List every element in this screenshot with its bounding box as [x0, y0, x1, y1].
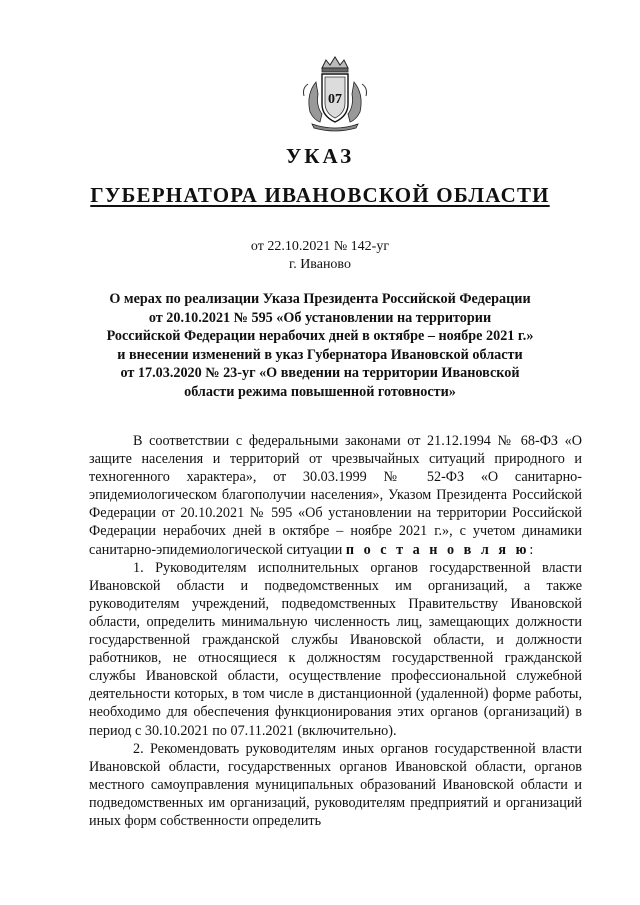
subject-line: О мерах по реализации Указа Президента Российской Федерации: [109, 291, 531, 307]
preamble-text: В соответствии с федеральными законами от 21.12.1994 № 68-ФЗ «О защите населения и территорий от чрезвычайных ситуаций природного и техногенного характера», от 30.03.1999 № 52-ФЗ «О санитарно-эпидемиологическом благополучии населения», Указом Президента Российской Федерации от 20.10.2021 № 595 «Об установлении на территории Российской Федерации нерабочих дней в октябре – ноябре 2021 г.», с учетом динамики санитарно-эпидемиологической ситуации: [89, 433, 582, 558]
issuer-title: [0, 183, 640, 208]
decree-subject: [95, 290, 545, 401]
subject-line: Российской Федерации нерабочих дней в октябре – ноябре 2021 г.»: [106, 328, 534, 344]
preamble-paragraph: [89, 432, 582, 559]
item-1-paragraph: 1. Руководителям исполнительных органов государственной власти Ивановской области и подведомственных им организаций, а также руководителям учреждений, подведомственных Правительству Ивановской области, определить минимальную численность лиц, замещающих должности государственной гражданской службы Ивановской области, и должности работников, не относящиеся к должностям государственной гражданской службы Ивановской области, осуществление профессиональной служебной деятельности которых, в том числе в дистанционной (удаленной) форме работы, необходимо для обеспечения функционирования этих органов (организаций) в период с 30.10.2021 по 07.11.2021 (включительно).: [89, 559, 582, 739]
subject-line: и внесении изменений в указ Губернатора Ивановской области: [117, 346, 523, 363]
decree-colon: :: [529, 541, 534, 558]
decree-word: п о с т а н о в л я ю: [345, 541, 530, 558]
subject-line: от 17.03.2020 № 23-уг «О введении на территории Ивановской: [120, 365, 520, 381]
date-number: от 22.10.2021 № 142-уг: [250, 239, 390, 254]
coat-of-arms-icon: [296, 54, 374, 132]
date-block: [0, 238, 640, 274]
issuer-title-text: ГУБЕРНАТОРА ИВАНОВСКОЙ ОБЛАСТИ: [90, 183, 550, 207]
item-2-paragraph: 2. Рекомендовать руководителям иных органов государственной власти Ивановской области, государственных органов Ивановской области, органов местного самоуправления муниципальных образований Ивановской области и подведомственных им организаций, руководителям предприятий и организаций иных форм собственности определить: [89, 740, 582, 829]
doc-type-title: УКАЗ: [285, 144, 355, 168]
decree-body: [89, 432, 582, 830]
city: г. Иваново: [289, 257, 351, 272]
emblem-number: 07: [328, 92, 342, 107]
subject-line: от 20.10.2021 № 595 «Об установлении на территории: [148, 309, 492, 326]
subject-line: области режима повышенной готовности»: [184, 383, 456, 400]
